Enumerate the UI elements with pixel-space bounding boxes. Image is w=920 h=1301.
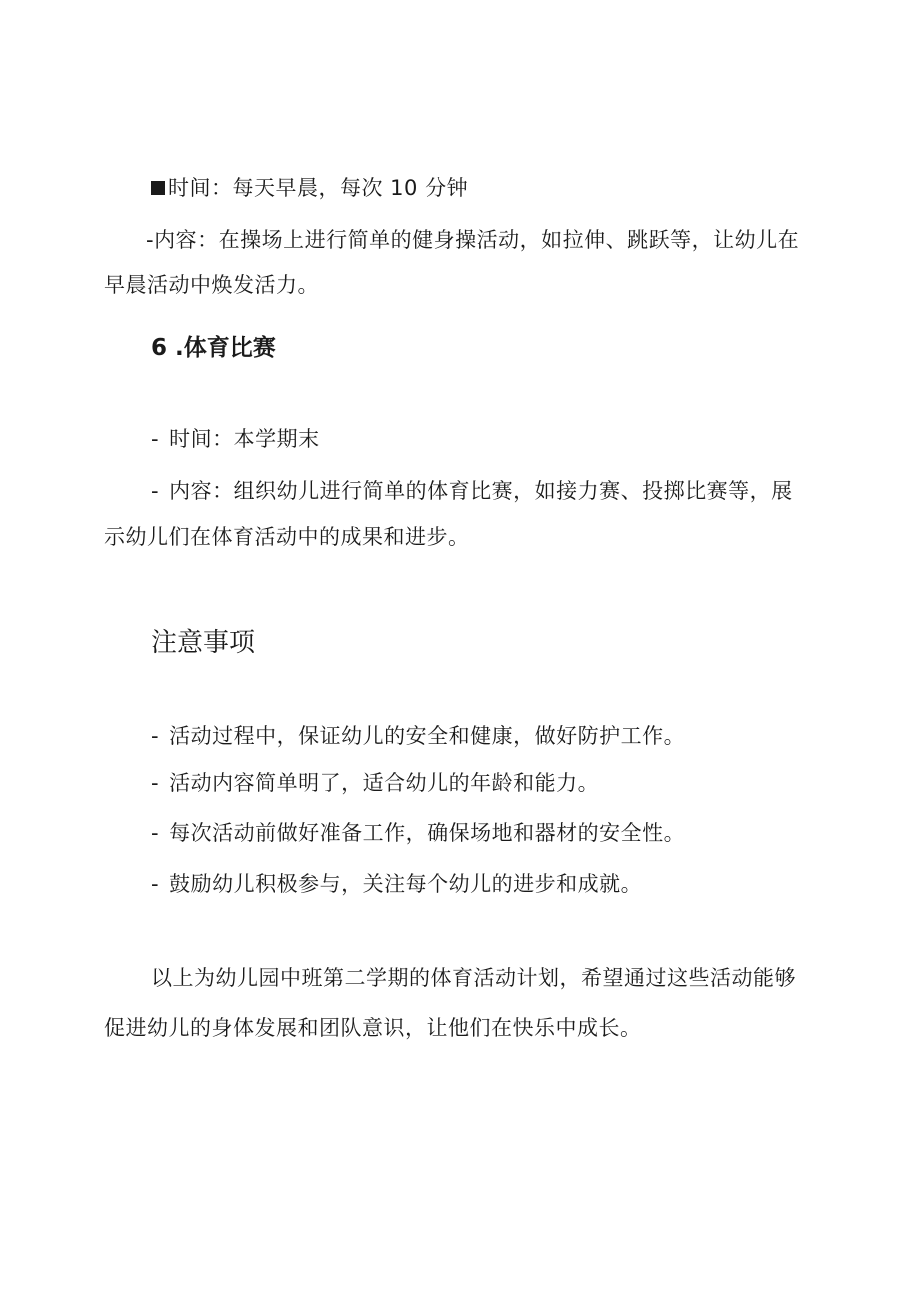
conclusion-line-1: 以上为幼儿园中班第二学期的体育活动计划，希望通过这些活动能够	[151, 966, 796, 990]
competition-time-text: 时间：本学期末	[169, 427, 320, 451]
competition-time-line	[151, 424, 320, 454]
dash-bullet: -	[151, 479, 160, 503]
dash-bullet: -	[151, 724, 160, 748]
dash-bullet: -	[151, 872, 160, 896]
notes-item	[151, 818, 685, 848]
morning-time-text: 时间：每天早晨，每次 10 分钟	[168, 176, 469, 200]
section-heading-notes: 注意事项	[151, 628, 256, 658]
notes-item-text: 活动过程中，保证幼儿的安全和健康，做好防护工作。	[169, 724, 686, 748]
square-bullet-icon	[151, 181, 165, 195]
section-heading-competition: 6 .体育比赛	[151, 335, 276, 361]
morning-content-line-2: 早晨活动中焕发活力。	[104, 273, 319, 297]
conclusion-line-2: 促进幼儿的身体发展和团队意识，让他们在快乐中成长。	[104, 1016, 642, 1040]
dash-bullet: -	[151, 427, 160, 451]
morning-content-line-1: -内容：在操场上进行简单的健身操活动，如拉伸、跳跃等，让幼儿在	[146, 228, 800, 252]
notes-item	[151, 869, 642, 899]
dash-bullet: -	[151, 771, 160, 795]
notes-item-text: 鼓励幼儿积极参与，关注每个幼儿的进步和成就。	[169, 872, 643, 896]
morning-time-line	[151, 173, 468, 203]
competition-content-line-1	[151, 476, 793, 506]
dash-bullet: -	[151, 821, 160, 845]
notes-item-text: 活动内容简单明了，适合幼儿的年龄和能力。	[169, 771, 600, 795]
competition-content-line-2: 示幼儿们在体育活动中的成果和进步。	[104, 525, 470, 549]
notes-item-text: 每次活动前做好准备工作，确保场地和器材的安全性。	[169, 821, 686, 845]
notes-item	[151, 768, 599, 798]
competition-content-text: 内容：组织幼儿进行简单的体育比赛，如接力赛、投掷比赛等，展	[169, 479, 793, 503]
notes-item	[151, 721, 685, 751]
